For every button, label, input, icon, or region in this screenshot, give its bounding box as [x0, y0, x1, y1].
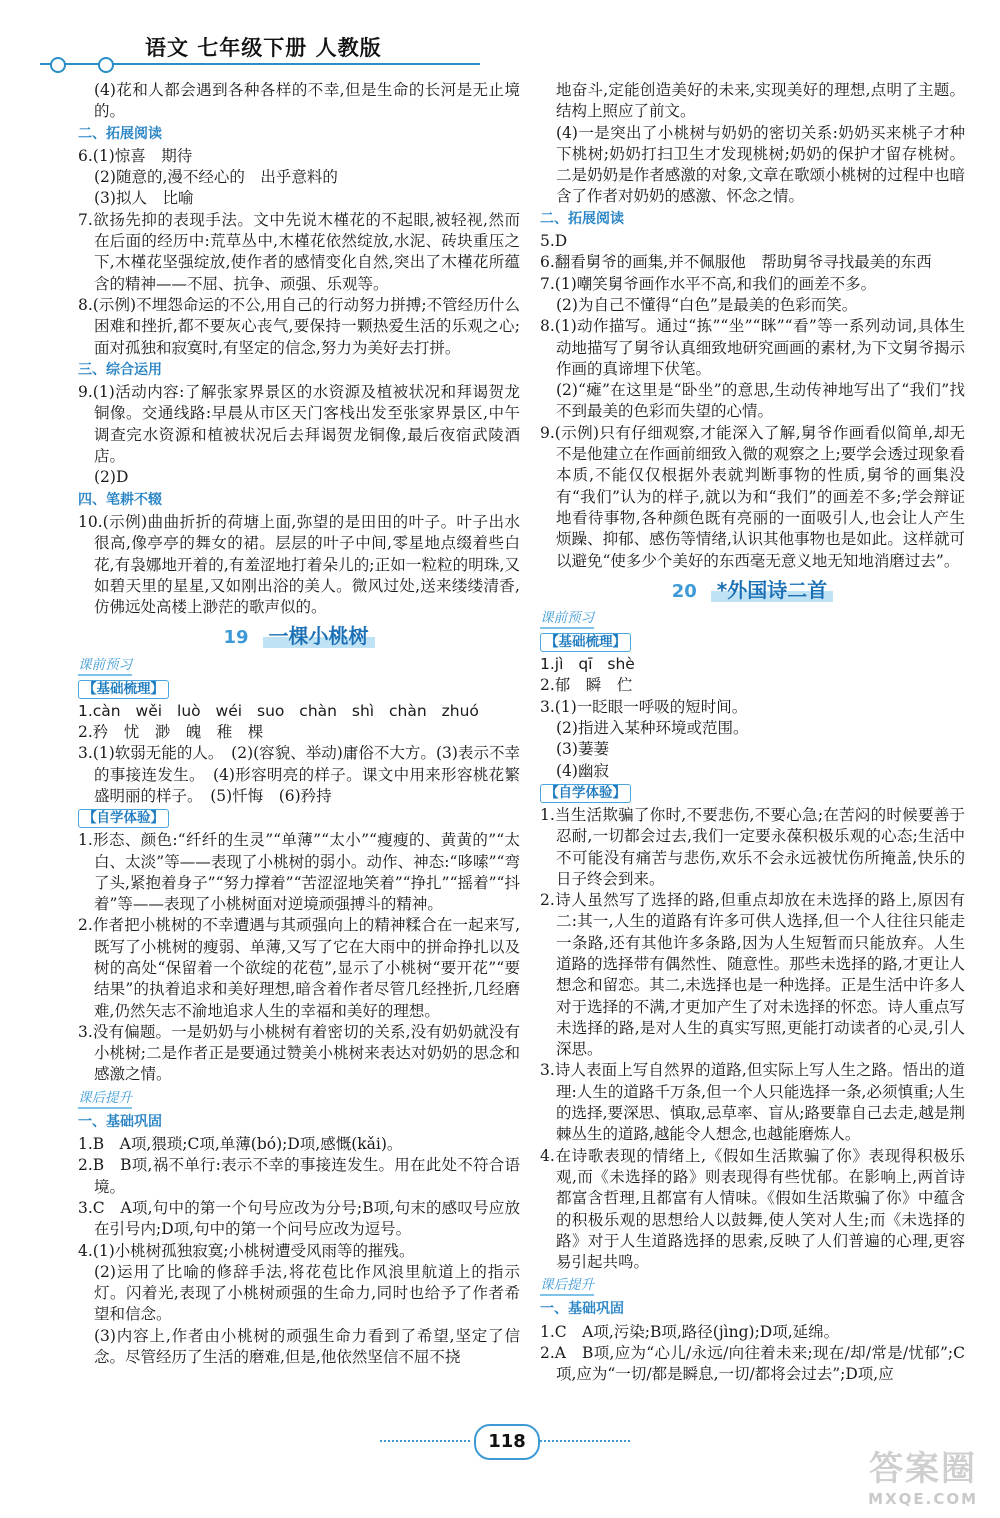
right-column — [540, 80, 965, 1386]
section-tab: 课前预习 — [540, 609, 594, 629]
answer-text: (3)萋萋 — [556, 740, 609, 759]
answer-text: 7.欲扬先抑的表现手法。文中先说木槿花的不起眼,被轻视,然而在后面的经历中:荒草丛中,木槿花依然绽放,水泥、砖块重压之下,木槿花坚强绽放,使作者的感情变化自然,突出了木槿花所蕴含的精神——不屈、抗争、顽强、乐观等。 — [78, 210, 520, 293]
answer-text: 10.(示例)曲曲折折的荷塘上面,弥望的是田田的叶子。叶子出水很高,像亭亭的舞女的裙。层层的叶子中间,零星地点缀着些白花,有袅娜地开着的,有羞涩地打着朵儿的;正如一粒粒的明珠,又如碧天里的星星,又如刚出浴的美人。微风过处,送来缕缕清香,仿佛远处高楼上渺茫的歌声似的。 — [78, 512, 520, 617]
answer-text: 5.D — [540, 232, 568, 251]
watermark-text: 答案圈 — [869, 1449, 978, 1489]
answer-text: (3)内容上,作者由小桃树的顽强生命力看到了希望,坚定了信念。尽管经历了生活的磨难,但是,他依然坚信不屈不挠 — [94, 1326, 520, 1367]
answer-text: (2)随意的,漫不经心的 出乎意料的 — [94, 168, 338, 187]
answer-text: 3.C A项,句中的第一个句号应改为分号;B项,句末的感叹号应放在引号内;D项,句中的第一个问号应改为逗号。 — [78, 1198, 520, 1239]
watermark-url: MXQE.COM — [868, 1490, 978, 1508]
section-tab: 课后提升 — [540, 1276, 594, 1296]
header-dot-icon — [50, 57, 66, 73]
subsection-label: 【自学体验】 — [540, 784, 631, 803]
answer-text: 8.(1)动作描写。通过“拣”“坐”“眯”“看”等一系列动词,具体生动地描写了舅爷认真细致地研究画画的素材,为下文舅爷揭示作画的真谛埋下伏笔。 — [540, 317, 965, 378]
lesson-name: 一棵小桃树 — [263, 624, 375, 648]
answer-text: (2)为自己不懂得“白色”是最美的色彩而笑。 — [556, 295, 858, 314]
answer-text: 3.(1)软弱无能的人。 (2)(容貌、举动)庸俗不大方。(3)表示不幸的事接连发生。 (4)形容明亮的样子。课文中用来形容桃花繁盛明丽的样子。 (5)忏悔 (6)矜持 — [78, 744, 520, 805]
answer-text: 1.当生活欺骗了你时,不要悲伤,不要心急;在苦闷的时候要善于忍耐,一切都会过去,我们一定要永葆积极乐观的心态;生活中不可能没有痛苦与悲伤,欢乐不会永远被忧伤所掩盖,快乐的日子终会到来。 — [540, 805, 965, 888]
answer-text: 1.B A项,猥琐;C项,单薄(bó);D项,感慨(kǎi)。 — [78, 1135, 403, 1154]
header-title: 语文 七年级下册 人教版 — [145, 36, 382, 60]
answer-text: (2)“瘫”在这里是“卧坐”的意思,生动传神地写出了“我们”找不到最美的色彩而失望的心情。 — [556, 381, 965, 421]
section-heading: 一、基础巩固 — [78, 1113, 162, 1130]
watermark-logo — [868, 1441, 978, 1508]
answer-text: 1.jì qī shè — [540, 655, 635, 674]
answer-text: 2.诗人虽然写了选择的路,但重点却放在未选择的路上,原因有二:其一,人生的道路有许多可供人选择,但一个人往往只能走一条路,还有其他许多条路,因为人生短暂而只能放弃。人生道路的选择带有偶然性、随意性。那些未选择的路,才更让人想念和留恋。其二,未选择也是一种选择。正是生活中许多人对于选择的不满,才更加产生了对未选择的怀恋。诗人重点写未选择的路,是对人生的真实写照,更能打动读者的心灵,引人深思。 — [540, 891, 965, 1059]
header-dot-icon — [98, 57, 114, 73]
section-heading: 二、拓展阅读 — [540, 210, 624, 227]
lesson-number: 19 — [223, 627, 249, 649]
answer-text: 地奋斗,定能创造美好的未来,实现美好的理想,点明了主题。结构上照应了前文。 — [556, 81, 965, 121]
section-heading: 三、综合运用 — [78, 361, 162, 378]
footer-dotted-line — [540, 1440, 630, 1442]
label-row — [78, 678, 520, 701]
section-tab: 课后提升 — [78, 1089, 132, 1109]
subsection-label: 【基础梳理】 — [78, 680, 169, 699]
answer-text: 9.(示例)只有仔细观察,才能深入了解,舅爷作画看似简单,却无不是他建立在作画前细致入微的观察之上;要学会透过现象看本质,不能仅仅根据外表就判断事物的性质,舅爷的画集没有“我们”认为的样子,就以为和“我们”的画差不多;学会辩证地看待事物,各种颜色既有亮丽的一面吸引人,也会让人产生烦躁、抑郁、感伤等情绪,认识其他事物也是如此。这样就可以避免“使多少个美好的东西毫无意义地无知地消磨过去”。 — [540, 423, 965, 570]
page-number: 118 — [474, 1424, 540, 1460]
label-row — [540, 606, 965, 631]
answer-text: (4)一是突出了小桃树与奶奶的密切关系:奶奶买来桃子才种下桃树;奶奶打扫卫生才发现桃树;奶奶的保护才留存桃树。二是奶奶是作者感激的对象,文章在歌颂小桃树的过程中也暗含了作者对奶奶的感激、怀念之情。 — [556, 123, 965, 206]
answer-text: 3.诗人表面上写自然界的道路,但实际上写人生之路。悟出的道理:人生的道路千万条,但一个人只能选择一条,必须慎重;人生的选择,要深思、慎取,忌草率、盲从;路要靠自己去走,越是荆棘丛生的道路,越能令人想念,也越能磨炼人。 — [540, 1061, 965, 1144]
answer-text: 2.郁 瞬 伫 — [540, 676, 633, 695]
answer-text: 2.A B项,应为“心儿/永远/向往着未来;现在/却/常是/忧郁”;C项,应为“一切/都是瞬息,一切/都将会过去”;D项,应 — [540, 1344, 965, 1384]
section-heading: 二、拓展阅读 — [78, 125, 162, 142]
answer-text: 6.翻看舅爷的画集,并不佩服他 帮助舅爷寻找最美的东西 — [540, 253, 932, 272]
footer-dotted-line — [380, 1440, 470, 1442]
page-header — [40, 30, 500, 70]
answer-text: 2.B B项,祸不单行:表示不幸的事接连发生。用在此处不符合语境。 — [78, 1156, 520, 1196]
page-footer — [0, 1420, 1000, 1460]
label-row — [540, 782, 965, 805]
answer-text: (2)运用了比喻的修辞手法,将花苞比作风浪里航道上的指示灯。闪着光,表现了小桃树顽强的生命力,同时也给予了作者希望和信念。 — [94, 1262, 520, 1324]
answer-text: 2.作者把小桃树的不幸遭遇与其顽强向上的精神糅合在一起来写,既写了小桃树的瘦弱、单薄,又写了它在大雨中的拼命挣扎以及树的高处“保留着一个欲绽的花苞”,显示了小桃树“要开花”“要结果”的执着追求和美好理想,暗含着作者尽管几经挫折,几经磨难,仍然矢志不渝地追求人生的幸福和美好的理想。 — [78, 916, 520, 1020]
answer-text: 7.(1)嘲笑舅爷画作水平不高,和我们的画差不多。 — [540, 274, 877, 293]
label-row — [78, 653, 520, 678]
answer-text: (3)拟人 比喻 — [94, 189, 194, 208]
answer-text: 1.C A项,污染;B项,路径(jìng);D项,延绵。 — [540, 1322, 840, 1341]
lesson-title — [78, 626, 520, 648]
answer-text: (4)花和人都会遇到各种各样的不幸,但是生命的长河是无止境的。 — [94, 81, 520, 121]
answer-text: 1.形态、颜色:“纤纤的生灵”“单薄”“太小”“瘦瘦的、黄黄的”“太白、太淡”等——表现了小桃树的弱小。动作、神态:“哆嗦”“弯了头,紧抱着身子”“努力撑着”“苦涩涩地笑着”“挣扎”“摇着”“抖着”等——表现了小桃树面对逆境顽强搏斗的精神。 — [78, 831, 520, 914]
answer-text: 6.(1)惊喜 期待 — [78, 146, 193, 165]
answer-text: 2.矜 忧 渺 魄 稚 棵 — [78, 723, 264, 742]
label-row — [78, 1086, 520, 1111]
answer-text: 8.(示例)不埋怨命运的不公,用自己的行动努力拼搏;不管经历什么困难和挫折,都不要灰心丧气,要保持一颗热爱生活的乐观之心;面对孤独和寂寞时,有坚定的信念,努力为美好去打拼。 — [78, 295, 520, 357]
answer-text: (2)指进入某种环境或范围。 — [556, 719, 749, 738]
lesson-name: *外国诗二首 — [711, 578, 833, 602]
label-row — [78, 807, 520, 830]
left-column — [78, 80, 520, 1368]
subsection-label: 【自学体验】 — [78, 809, 169, 828]
section-tab: 课前预习 — [78, 656, 132, 676]
answer-text: 1.càn wěi luò wéi suo chàn shì chàn zhuó — [78, 701, 479, 720]
answer-text: 4.在诗歌表现的情绪上,《假如生活欺骗了你》表现得积极乐观,而《未选择的路》则表现得有些忧郁。在影响上,两首诗都富含哲理,且都富有人情味。《假如生活欺骗了你》中蕴含的积极乐观的思想给人以鼓舞,使人笑对人生;而《未选择的路》对于人生道路选择的思索,反映了人们普遍的心理,更容易引起共鸣。 — [540, 1146, 965, 1272]
label-row — [540, 631, 965, 654]
section-heading: 四、笔耕不辍 — [78, 491, 162, 508]
subsection-label: 【基础梳理】 — [540, 633, 631, 652]
answer-text: (4)幽寂 — [556, 761, 609, 780]
section-heading: 一、基础巩固 — [540, 1301, 624, 1318]
answer-text: (2)D — [94, 468, 129, 487]
lesson-title — [540, 577, 965, 602]
answer-text: 9.(1)活动内容:了解张家界景区的水资源及植被状况和拜谒贺龙铜像。交通线路:早晨从市区天门客栈出发至张家界景区,中午调查完水资源和植被状况后去拜谒贺龙铜像,最后夜宿武陵酒店。 — [78, 383, 520, 466]
answer-text: 3.没有偏题。一是奶奶与小桃树有着密切的关系,没有奶奶就没有小桃树;二是作者正是要通过赞美小桃树来表达对奶奶的思念和感激之情。 — [78, 1022, 520, 1084]
answer-text: 3.(1)一眨眼一呼吸的短时间。 — [540, 697, 748, 716]
label-row — [540, 1273, 965, 1298]
lesson-number: 20 — [671, 580, 697, 602]
answer-text: 4.(1)小桃树孤独寂寞;小桃树遭受风雨等的摧残。 — [78, 1241, 415, 1260]
